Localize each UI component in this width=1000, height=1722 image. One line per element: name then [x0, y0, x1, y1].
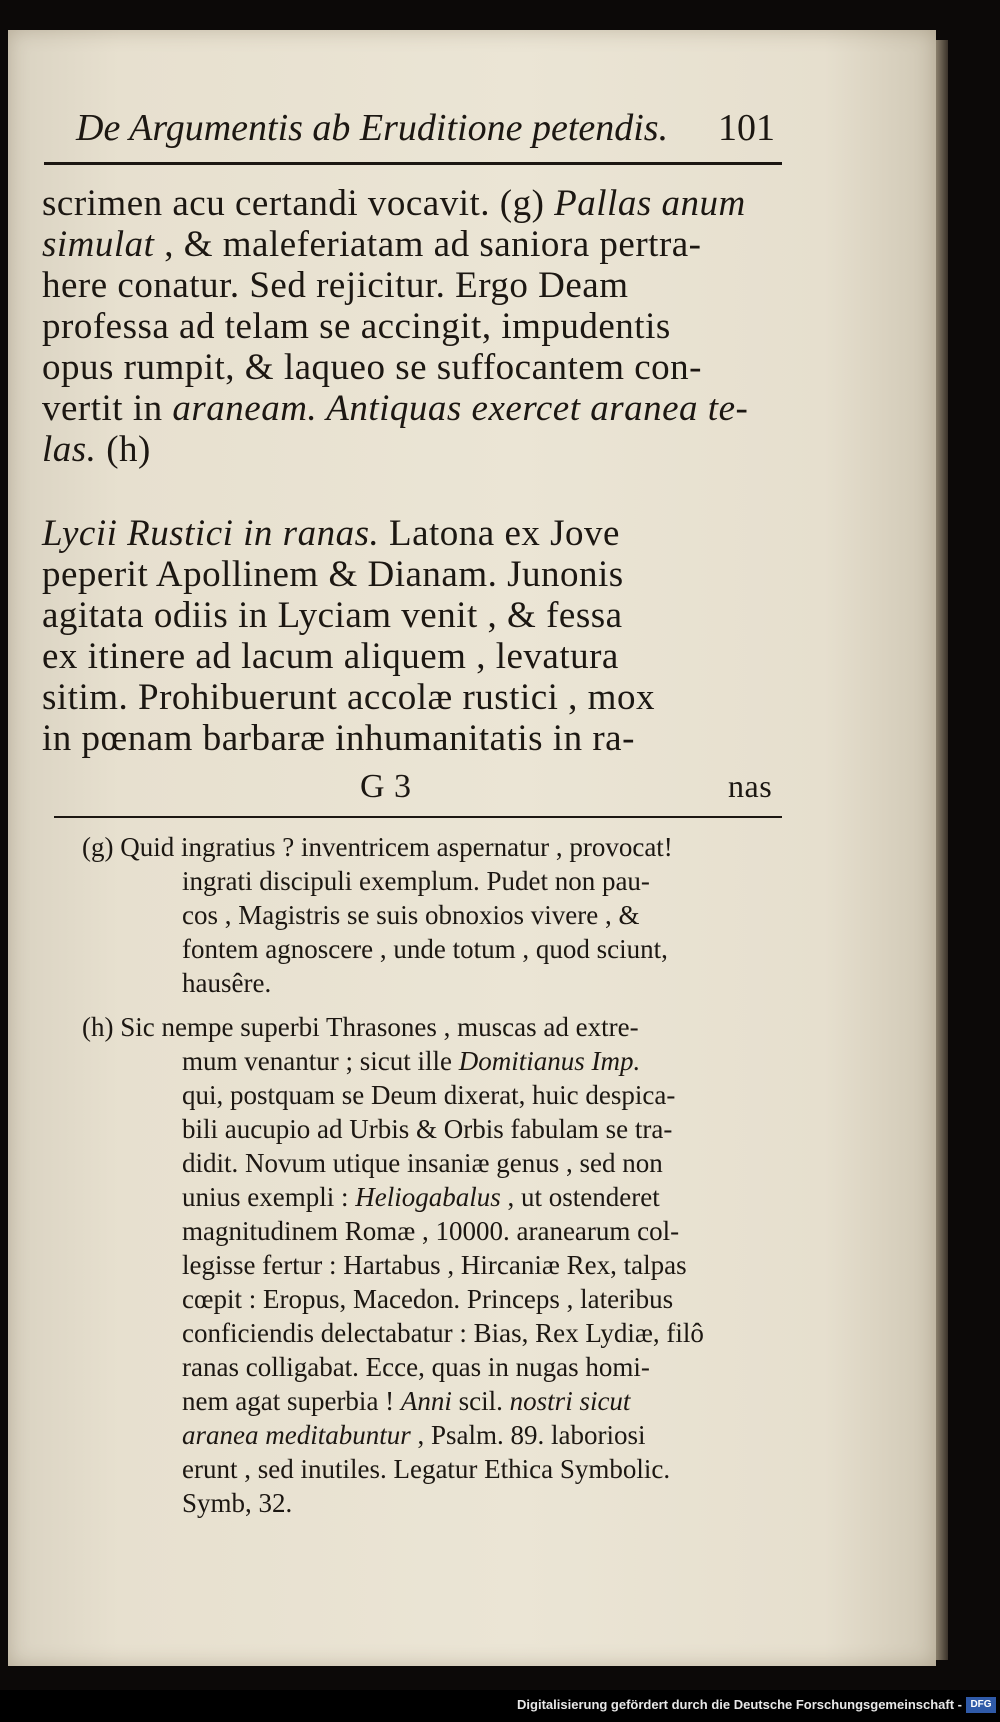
text-segment: vertit in	[42, 388, 173, 429]
footnote-line	[182, 1250, 687, 1281]
text-segment: agitata odiis in Lyciam venit , & fessa	[42, 595, 623, 636]
main-text-line	[42, 676, 655, 719]
text-segment: scil.	[451, 1386, 510, 1416]
text-segment: , Psalm. 89. laboriosi	[410, 1420, 646, 1450]
footnote-line	[182, 1284, 673, 1315]
text-segment: ranas colligabat. Ecce, quas in nugas homi-	[182, 1352, 650, 1382]
main-text-line	[42, 553, 624, 596]
text-segment: here conatur. Sed rejicitur. Ergo Deam	[42, 265, 629, 306]
text-segment: magnitudinem Romæ , 10000. aranearum col-	[182, 1216, 680, 1246]
text-segment: nem agat superbia !	[182, 1386, 401, 1416]
text-segment: Pallas anum	[554, 183, 746, 224]
footnote-line	[82, 832, 673, 863]
text-segment: nostri sicut	[509, 1386, 631, 1416]
text-segment: (g) Quid ingratius ? inventricem aspernatur , provocat!	[82, 832, 673, 862]
footnote-line	[182, 968, 271, 999]
text-segment: , & maleferiatam ad saniora pertra-	[154, 224, 702, 265]
dfg-logo-icon: DFG	[966, 1697, 996, 1713]
text-segment: simulat	[42, 224, 155, 265]
main-text-line	[42, 512, 620, 555]
footnote-line	[82, 1012, 639, 1043]
text-segment: in pœnam barbaræ inhumanitatis in ra-	[42, 718, 635, 759]
text-segment: sitim. Prohibuerunt accolæ rustici , mox	[42, 677, 655, 718]
text-segment: unius exempli :	[182, 1182, 356, 1212]
text-segment: Symb, 32.	[182, 1488, 293, 1518]
text-segment: hausêre.	[182, 968, 272, 998]
main-text-line	[42, 264, 628, 307]
text-segment: scrimen acu certandi vocavit. (g)	[42, 183, 555, 224]
text-segment: didit. Novum utique insaniæ genus , sed non	[182, 1148, 663, 1178]
footnote-rule	[54, 816, 782, 818]
text-segment: bili aucupio ad Urbis & Orbis fabulam se tra-	[182, 1114, 673, 1144]
main-text-line	[42, 717, 635, 760]
footnote-line	[182, 934, 668, 965]
text-segment: (h)	[96, 429, 151, 470]
main-text-line	[42, 428, 151, 471]
footnote-line	[182, 1454, 670, 1485]
footnote-line	[182, 1420, 646, 1451]
footnote-line	[182, 866, 650, 897]
main-text-line	[42, 223, 702, 266]
footnote-line	[182, 1182, 660, 1213]
page-number: 101	[718, 107, 775, 149]
text-segment: erunt , sed inutiles. Legatur Ethica Symbolic.	[182, 1454, 671, 1484]
text-segment: peperit Apollinem & Dianam. Junonis	[42, 554, 624, 595]
text-segment: opus rumpit, & laqueo se suffocantem con-	[42, 347, 702, 388]
main-text-line	[42, 346, 702, 389]
text-segment: Latona ex Jove	[379, 513, 620, 554]
page-edge	[936, 40, 948, 1660]
header-rule	[44, 162, 782, 165]
main-text-line	[42, 305, 671, 348]
text-segment: fontem agnoscere , unde totum , quod sciunt,	[182, 934, 668, 964]
footnote-line	[182, 1386, 630, 1417]
main-text-line	[42, 387, 748, 430]
text-segment: , ut ostenderet	[500, 1182, 660, 1212]
main-text-line	[42, 182, 746, 225]
footnote-line	[182, 1046, 640, 1077]
text-segment: cœpit : Eropus, Macedon. Princeps , lateribus	[182, 1284, 674, 1314]
text-segment: Domitianus Imp.	[458, 1046, 641, 1076]
text-segment: legisse fertur : Hartabus , Hircaniæ Rex, talpas	[182, 1250, 687, 1280]
text-segment: Heliogabalus	[355, 1182, 501, 1212]
footnote-line	[182, 1488, 292, 1519]
text-segment: Lycii Rustici in ranas.	[42, 513, 380, 554]
text-segment: Anni	[400, 1386, 452, 1416]
footer-credit: Digitalisierung gefördert durch die Deutsche Forschungsgemeinschaft -	[517, 1697, 962, 1712]
text-segment: las.	[42, 429, 97, 470]
text-segment: araneam. Antiquas exercet aranea te-	[172, 388, 749, 429]
text-segment: (h) Sic nempe superbi Thrasones , muscas ad extre-	[82, 1012, 639, 1042]
text-segment: aranea meditabuntur	[182, 1420, 411, 1450]
footnote-line	[182, 1216, 679, 1247]
footnote-line	[182, 1352, 650, 1383]
text-segment: conficiendis delectabatur : Bias, Rex Lydiæ, filô	[182, 1318, 704, 1348]
main-text-line	[42, 594, 623, 637]
text-segment: qui, postquam se Deum dixerat, huic despica-	[182, 1080, 676, 1110]
footnote-line	[182, 900, 639, 931]
running-header-title: De Argumentis ab Eruditione petendis.	[76, 107, 669, 149]
text-segment: mum venantur ; sicut ille	[182, 1046, 459, 1076]
text-segment: professa ad telam se accingit, impudentis	[42, 306, 671, 347]
text-segment: ingrati discipuli exemplum. Pudet non pau-	[182, 866, 650, 896]
catchword: nas	[728, 768, 773, 804]
text-segment: ex itinere ad lacum aliquem , levatura	[42, 636, 619, 677]
signature-mark: G 3	[360, 768, 412, 805]
footnote-line	[182, 1148, 663, 1179]
footnote-line	[182, 1318, 704, 1349]
footnote-line	[182, 1080, 675, 1111]
text-segment: cos , Magistris se suis obnoxios vivere , &	[182, 900, 640, 930]
main-text-line	[42, 635, 619, 678]
footnote-line	[182, 1114, 672, 1145]
